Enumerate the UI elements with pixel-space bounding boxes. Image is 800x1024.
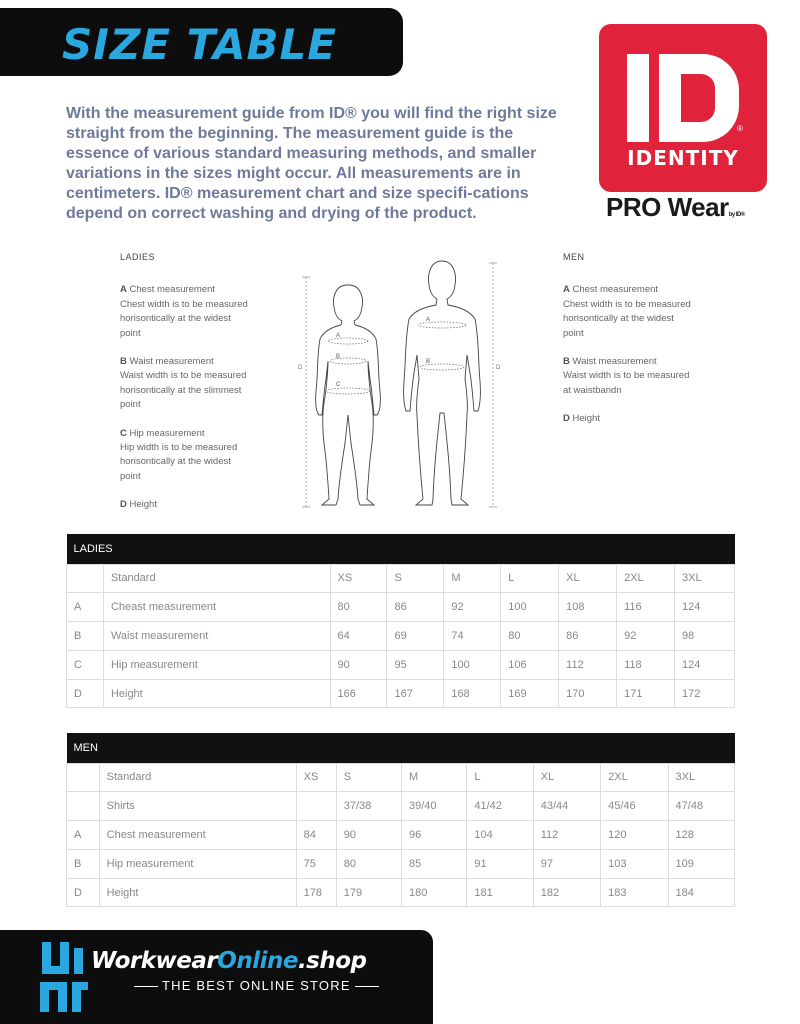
table-cell: 84: [296, 821, 336, 850]
table-cell: 96: [402, 821, 467, 850]
table-cell: 112: [533, 821, 600, 850]
men-a-label: A: [426, 317, 431, 323]
table-row: [67, 821, 735, 850]
guide-item: [120, 355, 250, 413]
table-cell: 90: [330, 650, 387, 679]
table-cell: 74: [444, 622, 501, 651]
table-cell: 179: [336, 878, 401, 907]
guide-desc: Waist width is to be measured at waistbandn: [563, 370, 690, 396]
ladies-size-table: [66, 534, 735, 708]
table-cell: 112: [559, 650, 617, 679]
table-cell: L: [501, 564, 559, 593]
table-cell: 37/38: [336, 792, 401, 821]
table-cell: 103: [601, 849, 668, 878]
table-cell: 80: [336, 849, 401, 878]
guide-label: Waist measurement: [129, 356, 214, 368]
men-guide-heading: MEN: [563, 252, 585, 262]
logo-brand-text: IDENTITY: [627, 146, 739, 170]
guide-desc: Chest width is to be measured horisontically at the widest point: [120, 298, 248, 339]
table-cell: A: [67, 593, 104, 622]
ladies-a-label: A: [336, 333, 341, 339]
table-cell: 180: [402, 878, 467, 907]
table-cell: D: [67, 679, 104, 708]
table-cell: 43/44: [533, 792, 600, 821]
ladies-table-heading: LADIES: [67, 534, 735, 564]
table-cell: 167: [387, 679, 444, 708]
prowear-text: PRO Wear: [606, 192, 729, 222]
table-row: [67, 593, 735, 622]
store-tagline: [130, 978, 383, 993]
ladies-c-label: C: [336, 382, 341, 388]
table-cell: 181: [467, 878, 533, 907]
table-cell: 47/48: [668, 792, 734, 821]
store-name-main: Workwear: [91, 948, 218, 974]
table-cell: 104: [467, 821, 533, 850]
table-cell: XS: [330, 564, 387, 593]
table-cell: 69: [387, 622, 444, 651]
store-tagline-text: THE BEST ONLINE STORE: [162, 978, 351, 993]
table-cell: 64: [330, 622, 387, 651]
table-cell: 86: [387, 593, 444, 622]
id-logo-icon: [625, 52, 741, 144]
table-row: [67, 679, 735, 708]
guide-desc: Hip width is to be measured horisontically at the widest point: [120, 442, 238, 482]
men-d-label: D: [496, 365, 501, 371]
ladies-table-header: [67, 534, 735, 564]
table-cell: 90: [336, 821, 401, 850]
store-name-accent: Online: [217, 948, 298, 974]
table-cell: 100: [444, 650, 501, 679]
table-cell: 183: [601, 878, 668, 907]
table-cell: 3XL: [668, 763, 734, 792]
guide-key: A: [563, 284, 570, 296]
table-row: [67, 792, 735, 821]
table-cell: 168: [444, 679, 501, 708]
footer-banner[interactable]: [0, 930, 433, 1024]
ladies-d-label: D: [298, 365, 303, 371]
table-cell: 166: [330, 679, 387, 708]
guide-item: [120, 427, 250, 485]
man-figure-icon: [404, 261, 481, 505]
guide-key: D: [120, 499, 127, 511]
table-cell: 92: [444, 593, 501, 622]
table-cell: 86: [559, 622, 617, 651]
table-cell: B: [67, 849, 100, 878]
table-row: [67, 878, 735, 907]
table-cell: C: [67, 650, 104, 679]
table-cell: 178: [296, 878, 336, 907]
table-cell: [67, 564, 104, 593]
table-cell: 120: [601, 821, 668, 850]
guide-key: B: [563, 356, 570, 368]
guide-key: C: [120, 427, 127, 439]
table-cell: Standard: [103, 564, 330, 593]
store-name-suffix: .shop: [297, 948, 367, 974]
table-cell: M: [444, 564, 501, 593]
table-cell: 39/40: [402, 792, 467, 821]
table-cell: 85: [402, 849, 467, 878]
guide-label: Height: [572, 413, 600, 425]
title-banner: [0, 8, 403, 76]
prowear-tagline: [606, 192, 745, 223]
table-cell: XL: [559, 564, 617, 593]
table-cell: 170: [559, 679, 617, 708]
table-cell: 116: [617, 593, 675, 622]
table-row: [67, 763, 735, 792]
table-cell: L: [467, 763, 533, 792]
men-guide: [563, 250, 693, 441]
table-cell: 124: [675, 650, 735, 679]
table-cell: 118: [617, 650, 675, 679]
ladies-guide-heading: LADIES: [120, 252, 156, 262]
table-cell: 2XL: [601, 763, 668, 792]
table-row: [67, 849, 735, 878]
table-cell: 75: [296, 849, 336, 878]
table-cell: 172: [675, 679, 735, 708]
table-cell: Hip measurement: [103, 650, 330, 679]
table-cell: Waist measurement: [103, 622, 330, 651]
store-name: [91, 948, 367, 974]
table-cell: Chest measurement: [99, 821, 296, 850]
table-cell: 171: [617, 679, 675, 708]
table-cell: [296, 792, 336, 821]
table-cell: 128: [668, 821, 734, 850]
table-cell: B: [67, 622, 104, 651]
table-cell: 100: [501, 593, 559, 622]
table-cell: Cheast measurement: [103, 593, 330, 622]
registered-mark: ®: [737, 124, 743, 133]
table-cell: 97: [533, 849, 600, 878]
table-cell: 124: [675, 593, 735, 622]
table-cell: XL: [533, 763, 600, 792]
table-row: [67, 564, 735, 593]
guide-item: [120, 283, 250, 341]
ladies-b-label: B: [336, 354, 341, 360]
table-cell: 91: [467, 849, 533, 878]
table-cell: 80: [330, 593, 387, 622]
men-size-table: [66, 733, 735, 907]
table-cell: 182: [533, 878, 600, 907]
guide-desc: Chest width is to be measured horisontically at the widest point: [563, 298, 691, 339]
table-cell: Shirts: [99, 792, 296, 821]
table-cell: S: [387, 564, 444, 593]
guide-key: B: [120, 356, 127, 368]
table-cell: Standard: [99, 763, 296, 792]
table-cell: [67, 763, 100, 792]
guide-desc: Waist width is to be measured horisontically at the slimmest point: [120, 370, 247, 411]
table-row: [67, 622, 735, 651]
guide-label: Height: [129, 499, 157, 511]
guide-item: [120, 498, 250, 512]
table-cell: 106: [501, 650, 559, 679]
guide-label: Waist measurement: [572, 356, 657, 368]
guide-label: Chest measurement: [129, 284, 216, 296]
table-cell: 184: [668, 878, 734, 907]
table-cell: 169: [501, 679, 559, 708]
men-table-heading: MEN: [67, 733, 735, 763]
table-cell: 108: [559, 593, 617, 622]
table-cell: 109: [668, 849, 734, 878]
intro-text: With the measurement guide from ID® you will find the right size straight from the beginning. The measurement guide is the essence of various standard measuring methods, and smaller variations in the sizes might occur. All measurements are in centimeters. ID® measurement chart and size specifi-cations depend on correct washing and drying of the product.: [66, 105, 557, 222]
ladies-guide: [120, 250, 250, 527]
guide-item: [563, 283, 693, 341]
page-title: SIZE TABLE: [62, 20, 338, 69]
guide-item: [563, 355, 693, 398]
table-cell: A: [67, 821, 100, 850]
guide-item: [563, 412, 693, 426]
table-cell: 3XL: [675, 564, 735, 593]
table-cell: 98: [675, 622, 735, 651]
table-cell: S: [336, 763, 401, 792]
guide-label: Hip measurement: [129, 427, 205, 439]
table-cell: [67, 792, 100, 821]
table-cell: 41/42: [467, 792, 533, 821]
prowear-by: by ID®: [728, 212, 745, 218]
table-cell: D: [67, 878, 100, 907]
body-figures-illustration: [292, 255, 507, 510]
table-cell: 80: [501, 622, 559, 651]
guide-key: D: [563, 413, 570, 425]
table-cell: Height: [103, 679, 330, 708]
table-cell: 45/46: [601, 792, 668, 821]
guide-label: Chest measurement: [572, 284, 659, 296]
table-cell: 92: [617, 622, 675, 651]
woman-figure-icon: [316, 285, 381, 505]
table-cell: M: [402, 763, 467, 792]
men-table-header: [67, 733, 735, 763]
table-cell: Hip measurement: [99, 849, 296, 878]
identity-logo: [599, 24, 767, 192]
guide-key: A: [120, 284, 127, 296]
men-b-label: B: [426, 359, 431, 365]
table-cell: 95: [387, 650, 444, 679]
workwear-logo-icon: [38, 938, 90, 1018]
table-row: [67, 650, 735, 679]
table-cell: Height: [99, 878, 296, 907]
table-cell: 2XL: [617, 564, 675, 593]
table-cell: XS: [296, 763, 336, 792]
